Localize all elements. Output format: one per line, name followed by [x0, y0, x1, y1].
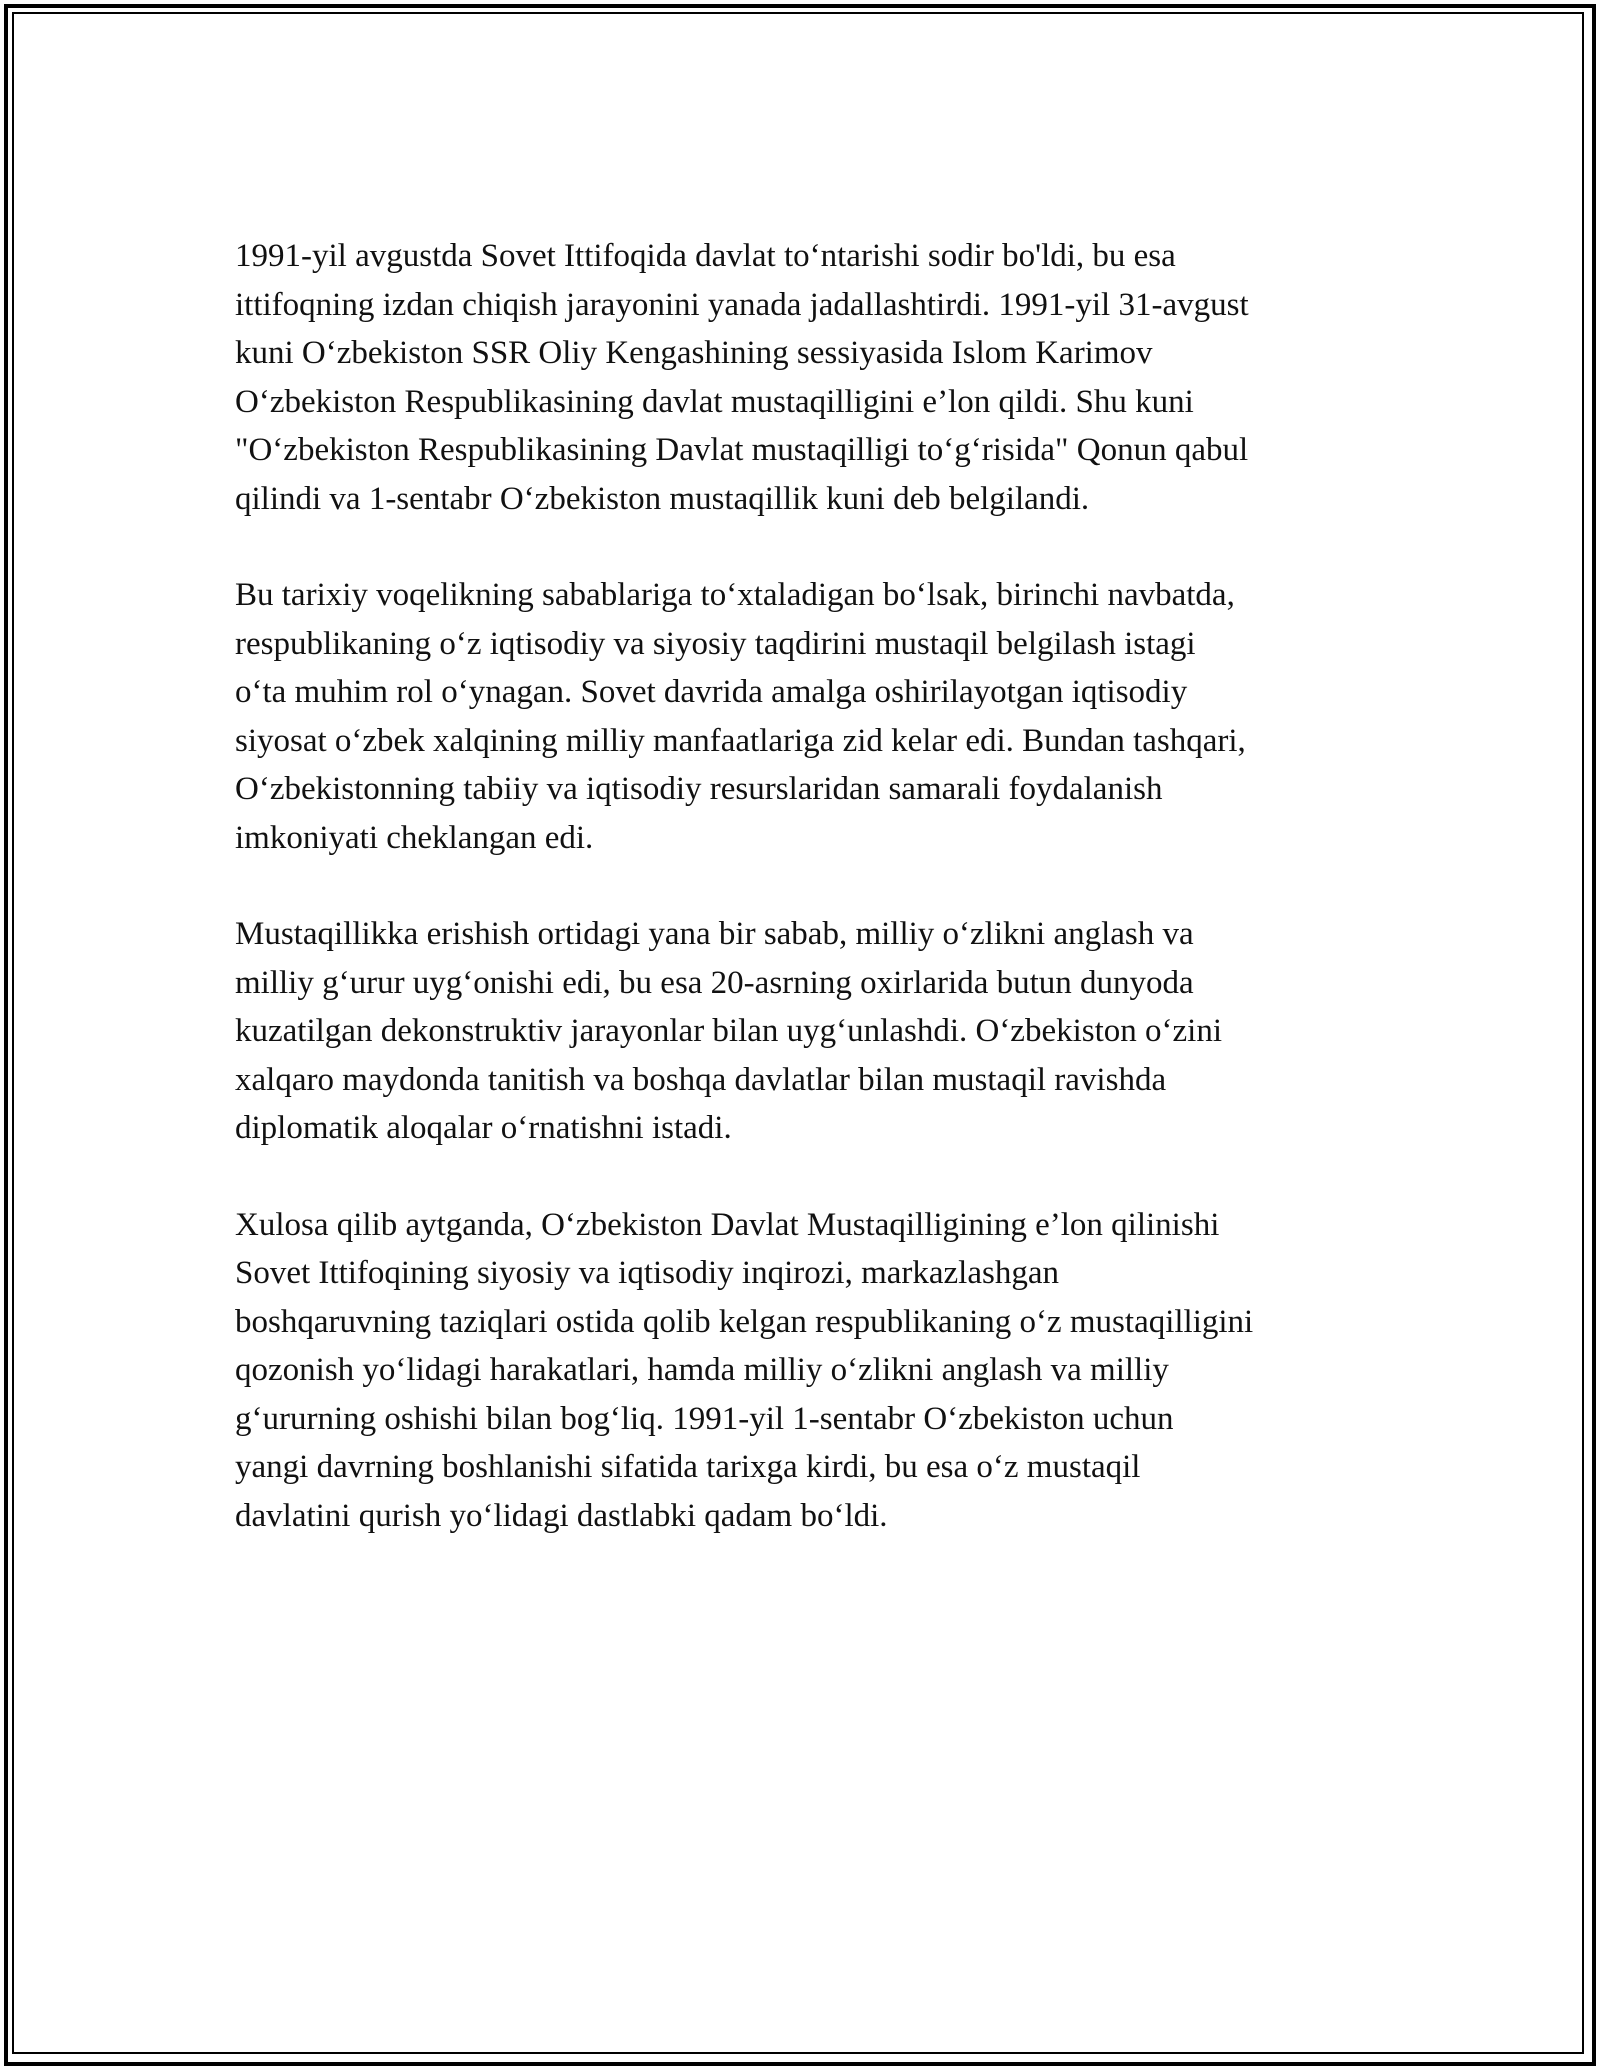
text-line: "O‘zbekiston Respublikasining Davlat mustaqilligi to‘g‘risida" Qonun qabul [235, 432, 1249, 468]
paragraph-1 [235, 232, 1395, 523]
text-line: milliy g‘urur uyg‘onishi edi, bu esa 20-asrning oxirlarida butun dunyoda [235, 964, 1194, 1001]
paragraph-3 [235, 910, 1395, 1153]
text-line: kuzatilgan dekonstruktiv jarayonlar bilan uyg‘unlashdi. O‘zbekiston o‘zini [235, 1013, 1223, 1049]
text-line: ittifoqning izdan chiqish jarayonini yanada jadallashtirdi. 1991-yil 31-avgust [235, 286, 1249, 323]
text-line: o‘ta muhim rol o‘ynagan. Sovet davrida amalga oshirilayotgan iqtisodiy [235, 674, 1188, 710]
text-line: qozonish yo‘lidagi harakatlari, hamda milliy o‘zlikni anglash va milliy [235, 1352, 1169, 1388]
text-line: siyosat o‘zbek xalqining milliy manfaatlariga zid kelar edi. Bundan tashqari, [235, 722, 1246, 759]
document-body [235, 232, 1395, 1588]
text-line: xalqaro maydonda tanitish va boshqa davlatlar bilan mustaqil ravishda [235, 1061, 1167, 1098]
text-line: diplomatik aloqalar o‘rnatishni istadi. [235, 1110, 732, 1146]
text-line: kuni O‘zbekiston SSR Oliy Kengashining sessiyasida Islom Karimov [235, 335, 1153, 371]
text-line: Bu tarixiy voqelikning sabablariga to‘xtaladigan bo‘lsak, birinchi navbatda, [235, 577, 1235, 613]
text-line: qilindi va 1-sentabr O‘zbekiston mustaqillik kuni deb belgilandi. [235, 480, 1090, 517]
text-line: O‘zbekistonning tabiiy va iqtisodiy resurslaridan samarali foydalanish [235, 771, 1163, 807]
text-line: Xulosa qilib aytganda, O‘zbekiston Davlat Mustaqilligining e’lon qilinishi [235, 1206, 1220, 1243]
text-line: yangi davrning boshlanishi sifatida tarixga kirdi, bu esa o‘z mustaqil [235, 1449, 1141, 1485]
text-line: O‘zbekiston Respublikasining davlat mustaqilligini e’lon qildi. Shu kuni [235, 383, 1194, 420]
text-line: davlatini qurish yo‘lidagi dastlabki qadam bo‘ldi. [235, 1497, 888, 1534]
text-line: g‘ururning oshishi bilan bog‘liq. 1991-yil 1-sentabr O‘zbekiston uchun [235, 1400, 1174, 1437]
text-line: Sovet Ittifoqining siyosiy va iqtisodiy inqirozi, markazlashgan [235, 1255, 1059, 1291]
text-line: Mustaqillikka erishish ortidagi yana bir sabab, milliy o‘zlikni anglash va [235, 916, 1194, 952]
text-line: 1991-yil avgustda Sovet Ittifoqida davlat to‘ntarishi sodir bo'ldi, bu esa [235, 238, 1176, 274]
paragraph-2 [235, 571, 1395, 862]
text-line: boshqaruvning taziqlari ostida qolib kelgan respublikaning o‘z mustaqilligini [235, 1303, 1254, 1340]
text-line: imkoniyati cheklangan edi. [235, 819, 594, 856]
paragraph-4 [235, 1201, 1395, 1541]
text-line: respublikaning o‘z iqtisodiy va siyosiy taqdirini mustaqil belgilash istagi [235, 625, 1196, 662]
